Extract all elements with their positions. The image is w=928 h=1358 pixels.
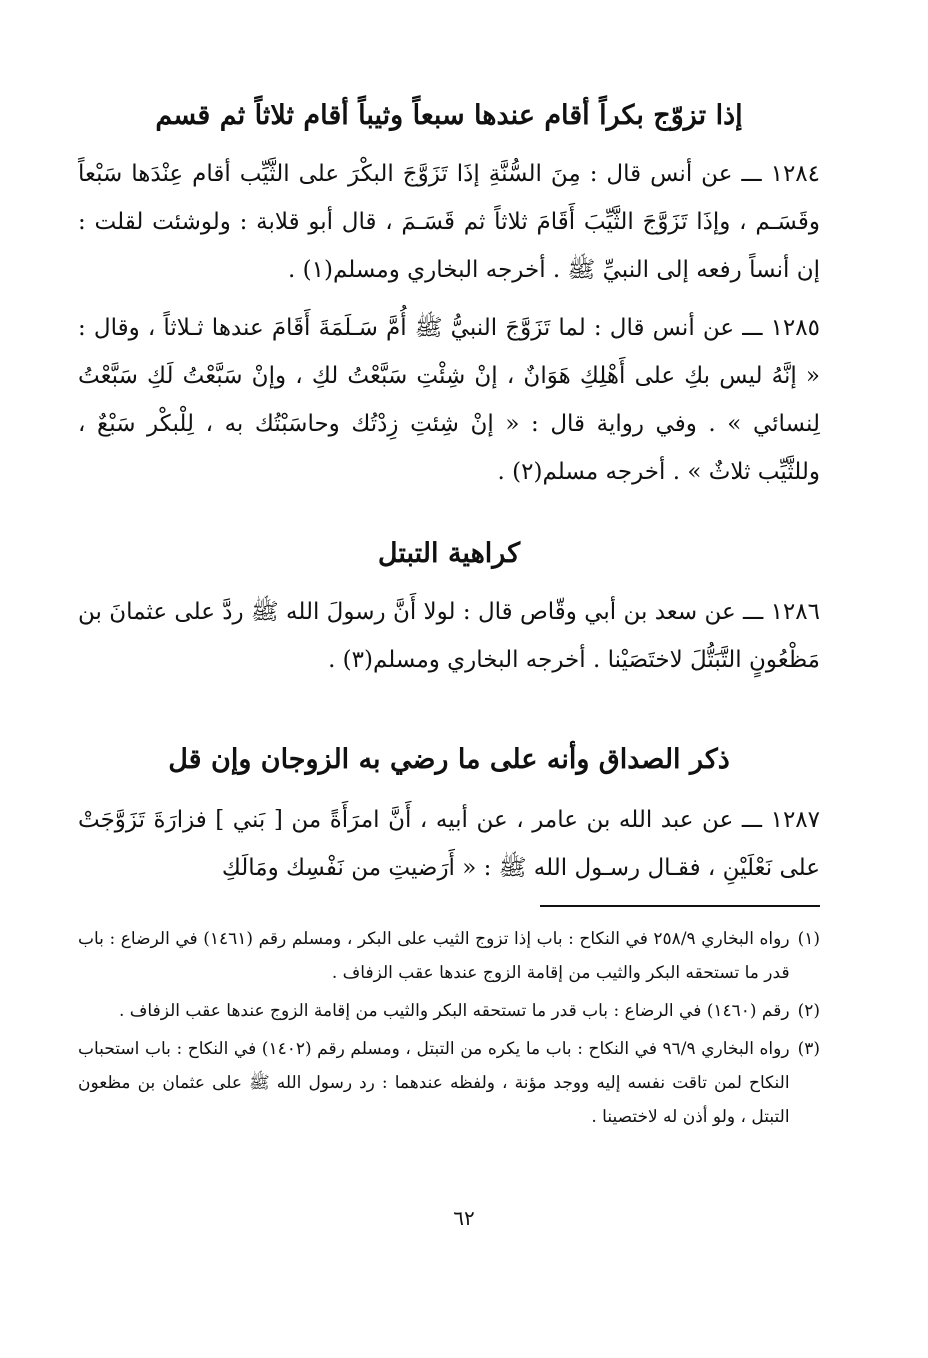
hadith-text: ـــ عن سعد بن أبي وقّاص قال : لولا أَنَّ رسولَ الله ﷺ ردَّ على عثمانَ بن مَظْعُونٍ التَّبَتُّلَ لاختَصَيْنا . أخرجه البخاري ومسلم(٣) . [78,599,820,673]
hadith-number: ١٢٨٦ [770,599,820,625]
hadith-1286 [78,588,820,684]
footnote-3 [78,1032,820,1134]
footnote-text: رواه البخاري ٢٥٨/٩ في النكاح : باب إذا تزوج الثيب على البكر ، ومسلم رقم (١٤٦١) في الرضاع : باب قدر ما تستحقه البكر والثيب من إقامة الزوج عندها عقب الزفاف . [78,929,790,983]
footnote-mark: (٣) [797,1039,820,1059]
footnotes [78,922,820,1138]
footnote-mark: (١) [797,929,820,949]
footnote-2 [78,994,820,1028]
footnote-divider [540,905,820,907]
footnote-mark: (٢) [797,1001,820,1021]
hadith-text: ـــ عن عبد الله بن عامر ، عن أبيه ، أَنَّ امرَأَةً من [ بَني ] فزارَةَ تَزَوَّجَتْ على نَعْلَيْنِ ، فقـال رسـول الله ﷺ : « أَرَضيتِ من نَفْسِك ومَالَكِ [78,807,820,881]
hadith-1285 [78,304,820,496]
section-heading-1: إذا تزوّج بكراً أقام عندها سبعاً وثيباً أقام ثلاثاً ثم قسم [155,100,743,131]
footnote-text: رواه البخاري ٩٦/٩ في النكاح : باب ما يكره من التبتل ، ومسلم رقم (١٤٠٢) في النكاح : باب استحباب النكاح لمن تاقت نفسه إليه ووجد مؤنة ، ولفظه عندهما : رد رسول الله ﷺ على عثمان بن مظعون التبتل ، ولو أذن له لاختصينا . [78,1039,790,1127]
footnote-text: رقم (١٤٦٠) في الرضاع : باب قدر ما تستحقه البكر والثيب من إقامة الزوج عندها عقب الزفاف . [119,1001,790,1021]
section-heading-3: ذكر الصداق وأنه على ما رضي به الزوجان وإن قل [168,744,730,775]
hadith-number: ١٢٨٥ [770,315,820,341]
hadith-number: ١٢٨٤ [770,161,821,187]
hadith-1287 [78,796,820,892]
hadith-text: ـــ عن أنس قال : مِنَ السُّنَّةِ إذَا تَزَوَّجَ البكْرَ على الثَّيِّب أقام عِنْدَها سَبْعاً وقَسَـم ، وإذَا تَزَوَّجَ الثَّيِّبَ أَقَامَ ثلاثاً ثم قَسَـمَ ، قال أبو قلابة : ولوشئت لقلت : إن أنساً رفعه إلى النبيِّ ﷺ . أخرجه البخاري ومسلم(١) . [78,161,820,283]
page-number: ٦٢ [453,1206,475,1230]
hadith-1284 [78,150,820,294]
hadith-number: ١٢٨٧ [770,807,821,833]
main-text [78,96,820,892]
section-heading-2: كراهية التبتل [377,538,521,569]
hadith-text: ـــ عن أنس قال : لما تَزَوَّجَ النبيُّ ﷺ أُمَّ سَـلَمَةَ أَقَامَ عندها ثـلاثاً ، وقال : « إنَّهُ ليس بكِ على أَهْلِكِ هَوَانٌ ، إنْ شِئْتِ سَبَّعْتُ لكِ ، وإنْ سَبَّعْتُ لَكِ سَبَّعْتُ لِنسائي » . وفي رواية قال : « إنْ شِئتِ زِدْتُك وحاسَبْتُك به ، لِلْبكْر سَبْعٌ ، وللثَّيِّب ثلاثٌ » . أخرجه مسلم(٢) . [78,315,820,485]
footnote-1 [78,922,820,990]
